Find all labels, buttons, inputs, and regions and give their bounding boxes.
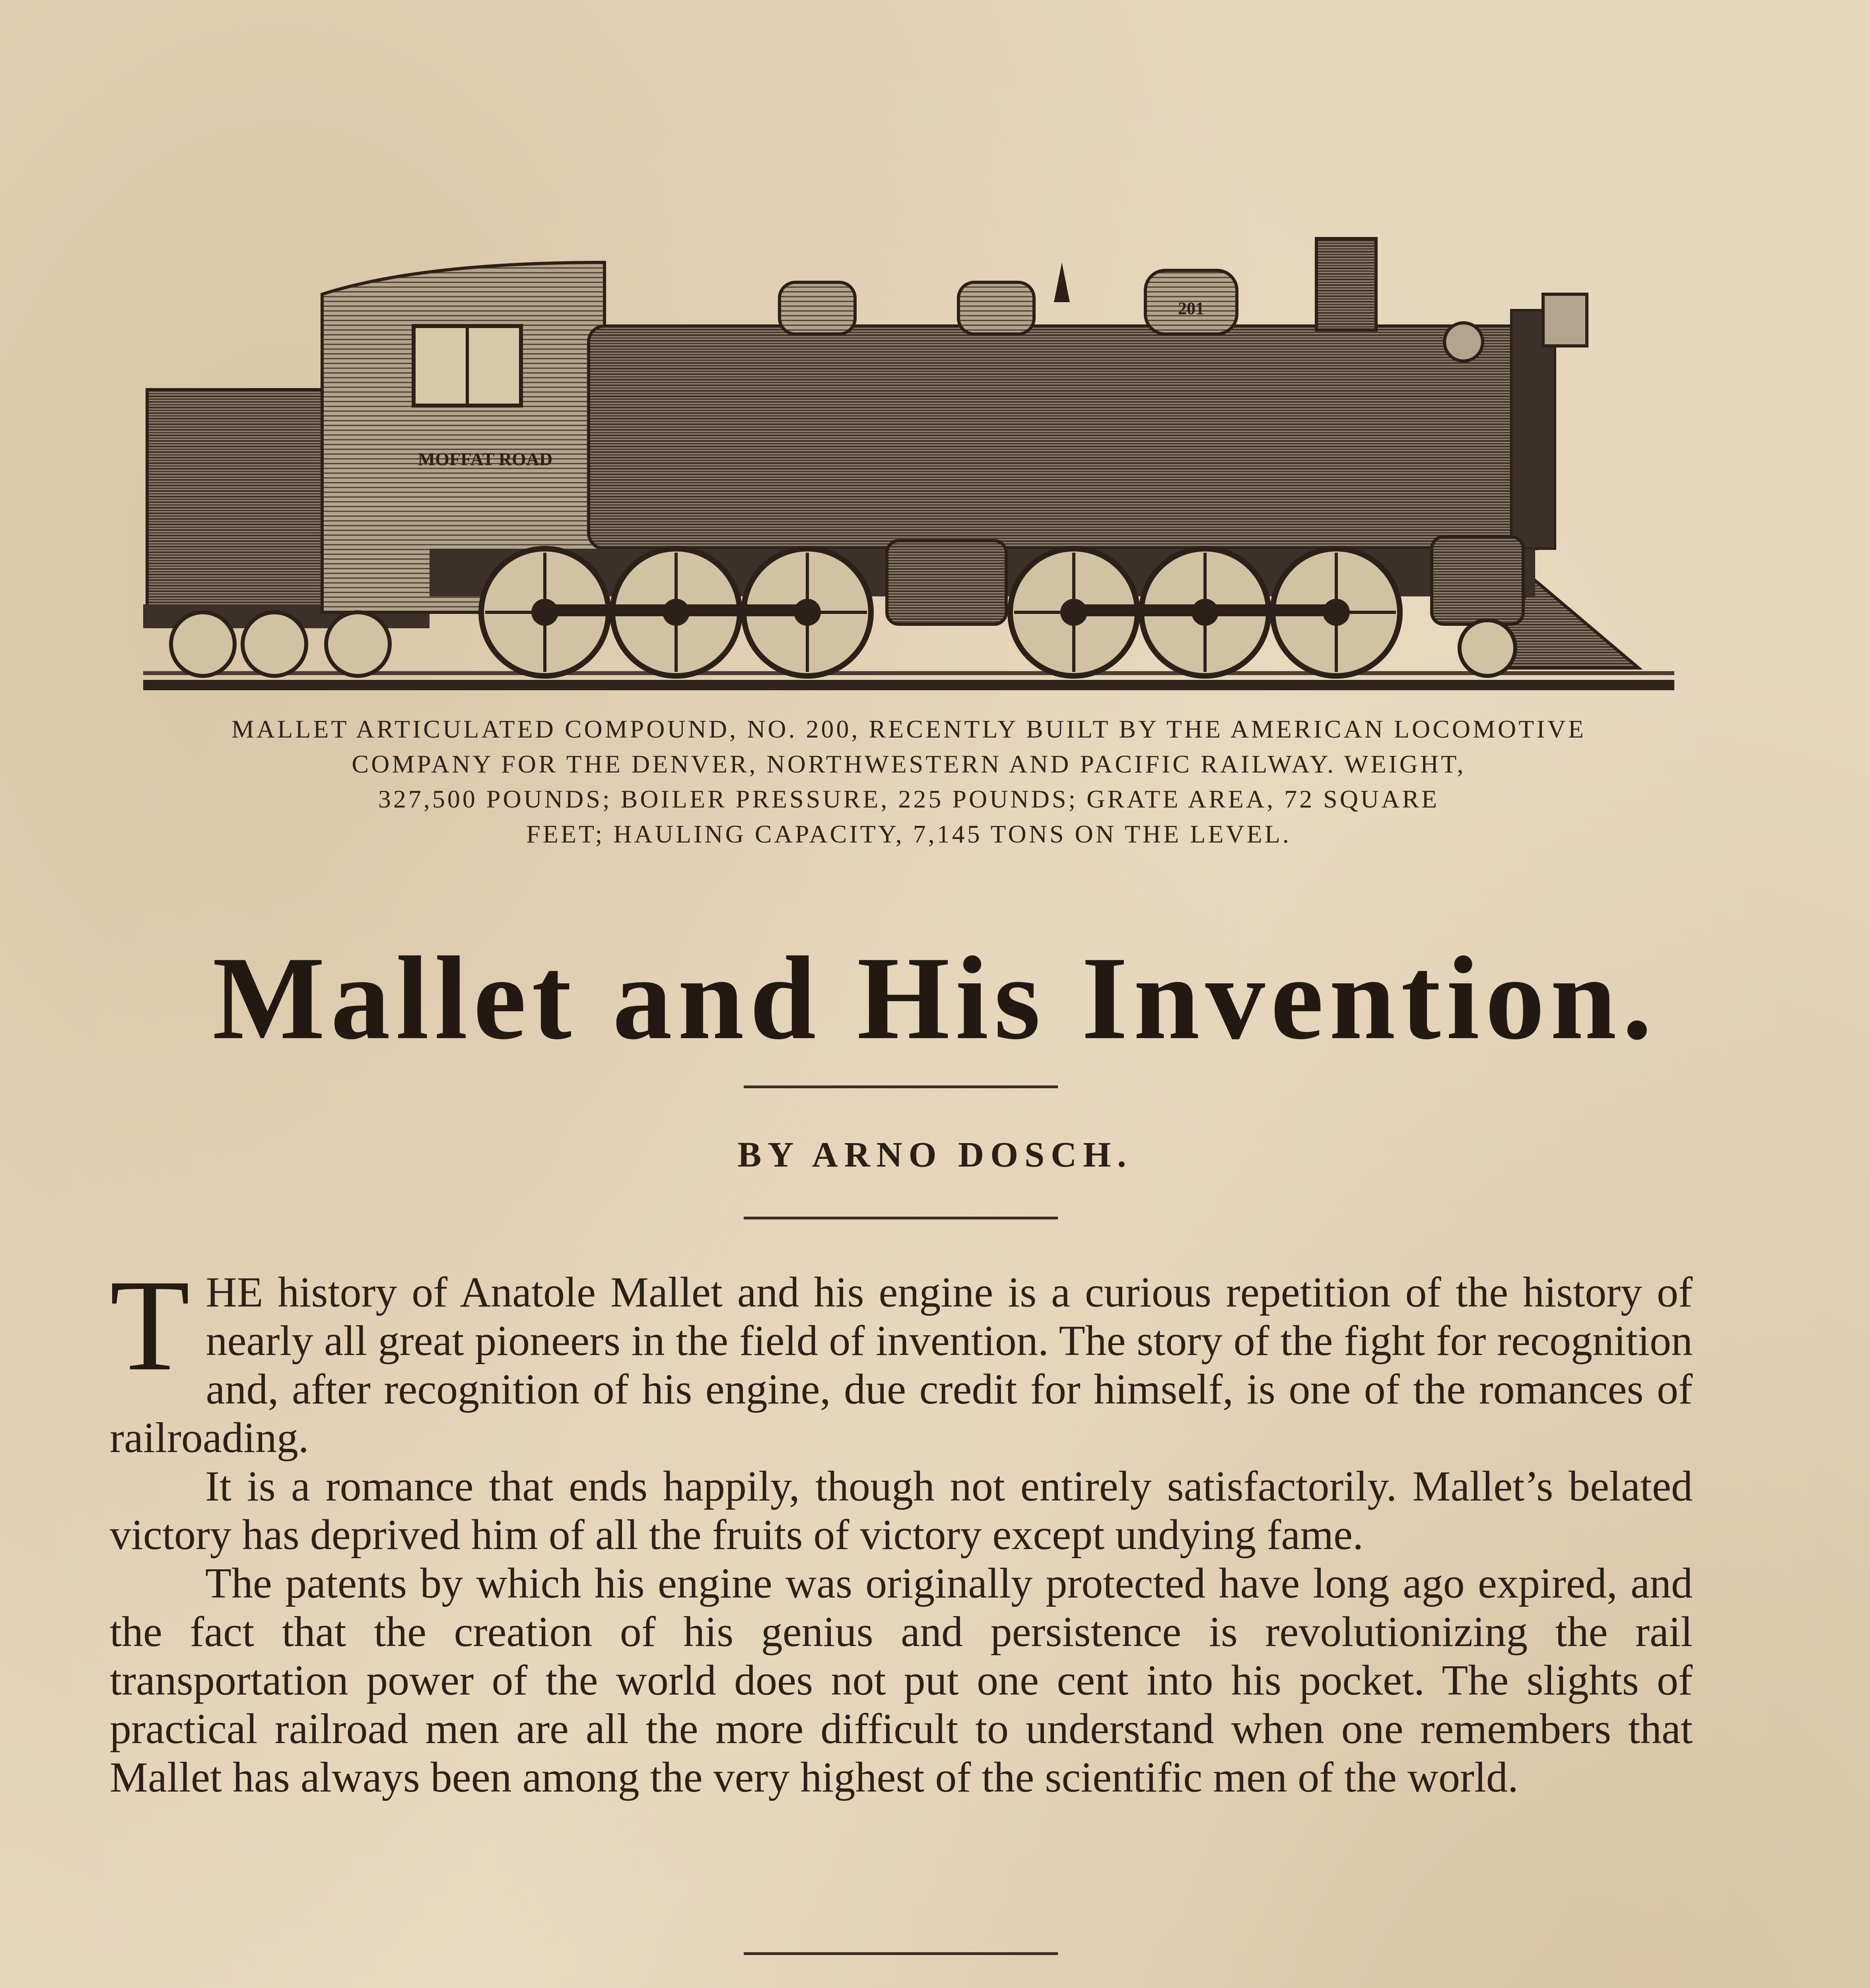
intro-paragraph [110, 1253, 1693, 1462]
article-title: Mallet and His Invention. [212, 932, 1658, 1064]
intro-paragraph: The patents by which his engine was originally protected have long ago expired, and the fact that the creation of his genius and persistence is revolutionizing the rail transportation power of the world does not put one cent into his pocket. The slights of practical railroad men are all the more difficult to understand when one remembers that Mallet has always been among the very highest of the scientific men of the world. [110, 1560, 1693, 1801]
divider-rule [744, 1217, 1058, 1219]
intro-paragraph-text: HE history of Anatole Mallet and his engine is a curious repetition of the history of nearly all great pioneers in the field of invention. The story of the fight for recognition and, after recognition of his engine, due credit for himself, is one of the romances of railroading. [110, 1269, 1693, 1462]
article-byline: BY ARNO DOSCH. [737, 1135, 1133, 1175]
caption-line: FEET; HAULING CAPACITY, 7,145 TONS ON THE LEVEL. [526, 820, 1291, 848]
caption-line: MALLET ARTICULATED COMPOUND, NO. 200, RECENTLY BUILT BY THE AMERICAN LOCOMOTIVE [231, 715, 1586, 743]
locomotive-illustration [143, 223, 1674, 700]
engine-number-plate: 201 [1178, 299, 1204, 318]
caption-line: COMPANY FOR THE DENVER, NORTHWESTERN AND PACIFIC RAILWAY. WEIGHT, [352, 750, 1466, 778]
intro-text [110, 1253, 1693, 1802]
divider-rule [744, 1085, 1058, 1088]
locomotive-drawing [143, 223, 1674, 700]
intro-paragraph: It is a romance that ends happily, though not entirely satisfactorily. Mallet’s belated victory has deprived him of all the fruits of victory except undying fame. [110, 1463, 1693, 1559]
drop-cap: T [110, 1253, 190, 1398]
illustration-caption [143, 712, 1674, 852]
divider-rule [744, 1952, 1058, 1955]
caption-line: 327,500 POUNDS; BOILER PRESSURE, 225 POUNDS; GRATE AREA, 72 SQUARE [378, 785, 1440, 813]
cab-lettering: MOFFAT ROAD [418, 449, 553, 469]
